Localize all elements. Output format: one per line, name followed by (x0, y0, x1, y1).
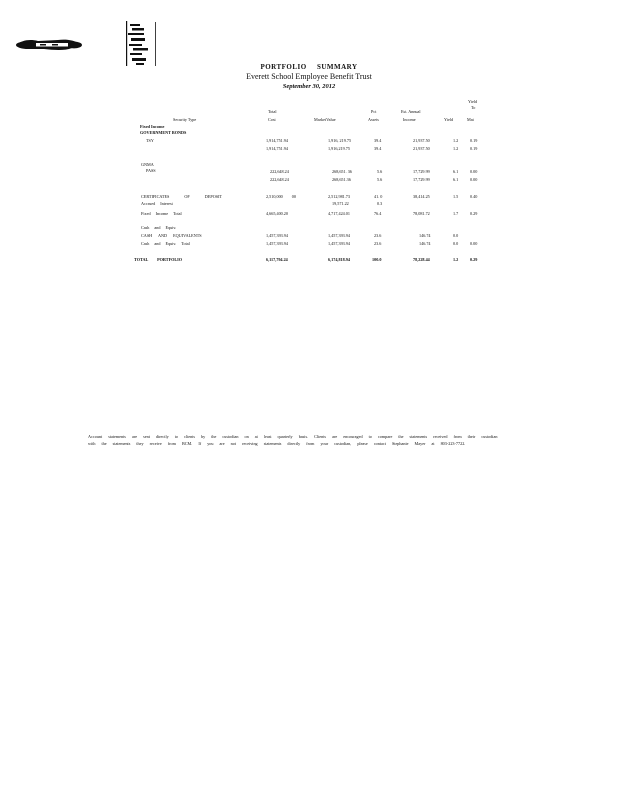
cell-income: 21,937.50 (413, 138, 430, 143)
cell-income: 78,081.72 (413, 211, 430, 216)
cell-pct: 0.3 (377, 201, 383, 206)
cell-yield: 1.7 (453, 211, 459, 216)
cell-income: 146.74 (419, 241, 431, 246)
row-label: GOVERNMENT BONDS (140, 130, 187, 135)
cell-mat: 0.00 (470, 169, 478, 174)
cell-cost: 1,457,393.94 (266, 241, 288, 246)
cell-cost: 1,914,751.94 (266, 146, 288, 151)
cell-cost: 222,648.24 (270, 177, 289, 182)
col-yield: Yield (444, 117, 454, 122)
cell-mat: 0.29 (470, 257, 478, 262)
cell-yield: 1.5 (453, 194, 459, 199)
cell-market-value: 19,571.22 (332, 201, 349, 206)
row-label: CERTIFICATES OF DEPOSIT (141, 194, 223, 199)
cell-cost: 4,665,400.20 (266, 211, 288, 216)
report-title (0, 63, 618, 71)
cell-cost: 1,457,393.94 (266, 233, 288, 238)
cell-market-value: 2,512,981.73 (328, 194, 350, 199)
cell-market-value: 268,651.36 (332, 177, 351, 182)
col-yield-to-mat-top1: Yield (468, 99, 478, 104)
col-cost: Cost (268, 117, 276, 122)
col-mat: Mat (467, 117, 474, 122)
cell-market-value: 6,174,818.94 (328, 257, 350, 262)
cell-mat: 0.29 (470, 211, 478, 216)
cell-pct: 39.4 (374, 146, 382, 151)
cell-mat: 0.00 (470, 177, 478, 182)
cell-income: 21,937.50 (413, 146, 430, 151)
cell-pct: 23.6 (374, 233, 382, 238)
cell-income: 17,729.99 (413, 177, 430, 182)
col-income: Income (403, 117, 416, 122)
cell-income: 38,414.25 (413, 194, 430, 199)
cell-yield: 1.2 (453, 146, 459, 151)
col-security-type: Security Type (173, 117, 197, 122)
cell-pct: 23.6 (374, 241, 382, 246)
row-label: PASS (146, 168, 156, 173)
cell-pct: 5.6 (377, 177, 383, 182)
report-subtitle: Everett School Employee Benefit Trust (246, 72, 372, 81)
cell-income: 78,228.44 (413, 257, 430, 262)
cell-market-value: 1,457,393.94 (328, 241, 350, 246)
cell-market-value: 1,457,393.94 (328, 233, 350, 238)
cell-mat: 0.40 (470, 194, 478, 199)
cell-pct: 5.6 (377, 169, 383, 174)
cell-cost: 1,914,751.94 (266, 138, 288, 143)
cell-cost: 2,510,000 00 (266, 194, 296, 199)
cell-pct: 76.4 (374, 211, 382, 216)
disclaimer-line: Account statements are sent directly to clients by the custodian on at least quarterly basis. Clients are encouraged to compare the statements received from their custodian (88, 434, 498, 439)
col-yield-to-mat-top2: To (471, 105, 476, 110)
row-label: CASH AND EQUIVALENTS (141, 233, 202, 238)
col-assets: Assets (368, 117, 379, 122)
row-label: TSY (146, 138, 154, 143)
col-est-annual-top: Est. Annual (401, 109, 421, 114)
cell-mat: 0.19 (470, 138, 478, 143)
cell-market-value: 1,916, 219.75 (328, 138, 352, 143)
cell-pct: 39.4 (374, 138, 382, 143)
col-total-cost-top: Total (268, 109, 277, 114)
cell-yield: 0.0 (453, 233, 459, 238)
cell-yield: 0.0 (453, 241, 459, 246)
cell-yield: 1.2 (453, 138, 459, 143)
cell-yield: 1.2 (453, 257, 459, 262)
row-label: GNMA (141, 162, 154, 167)
cell-market-value: 4,717,424.01 (328, 211, 350, 216)
cell-pct: 41. 0 (374, 194, 383, 199)
cell-mat: 0.19 (470, 146, 478, 151)
report-title-part: SUMMARY (316, 63, 358, 71)
report-title-part: PORTFOLIO (260, 63, 307, 71)
row-label: Cash and Equiv. (141, 225, 177, 230)
cell-mat: 0.00 (470, 241, 478, 246)
col-market-value: MarketValue (314, 117, 336, 122)
row-label: Accrued Interest (141, 201, 173, 206)
cell-cost: 6,117,794.24 (266, 257, 288, 262)
row-label: TOTAL PORTFOLIO (134, 257, 183, 262)
cell-yield: 6.1 (453, 177, 459, 182)
report-date: September 30, 2012 (282, 83, 336, 90)
col-pct-top: Pct (371, 109, 377, 114)
cell-pct: 100.0 (372, 257, 382, 262)
cell-market-value: 268,651. 36 (332, 169, 352, 174)
cell-market-value: 1,916,219.75 (328, 146, 350, 151)
cell-income: 146.74 (419, 233, 431, 238)
cell-income: 17,729.99 (413, 169, 430, 174)
cell-cost: 222,648.24 (270, 169, 289, 174)
row-label: Fixed Income (140, 124, 165, 129)
cell-yield: 6.1 (453, 169, 459, 174)
row-label: Fixed Income Total (141, 211, 182, 216)
row-label: Cash and Equiv. Total (141, 241, 190, 246)
disclaimer-line: with the statements they receive from BCM. If you are not receiving statements directly from your custodian, please contact Stephanie Mayer at 803-223-7722. (88, 441, 466, 446)
